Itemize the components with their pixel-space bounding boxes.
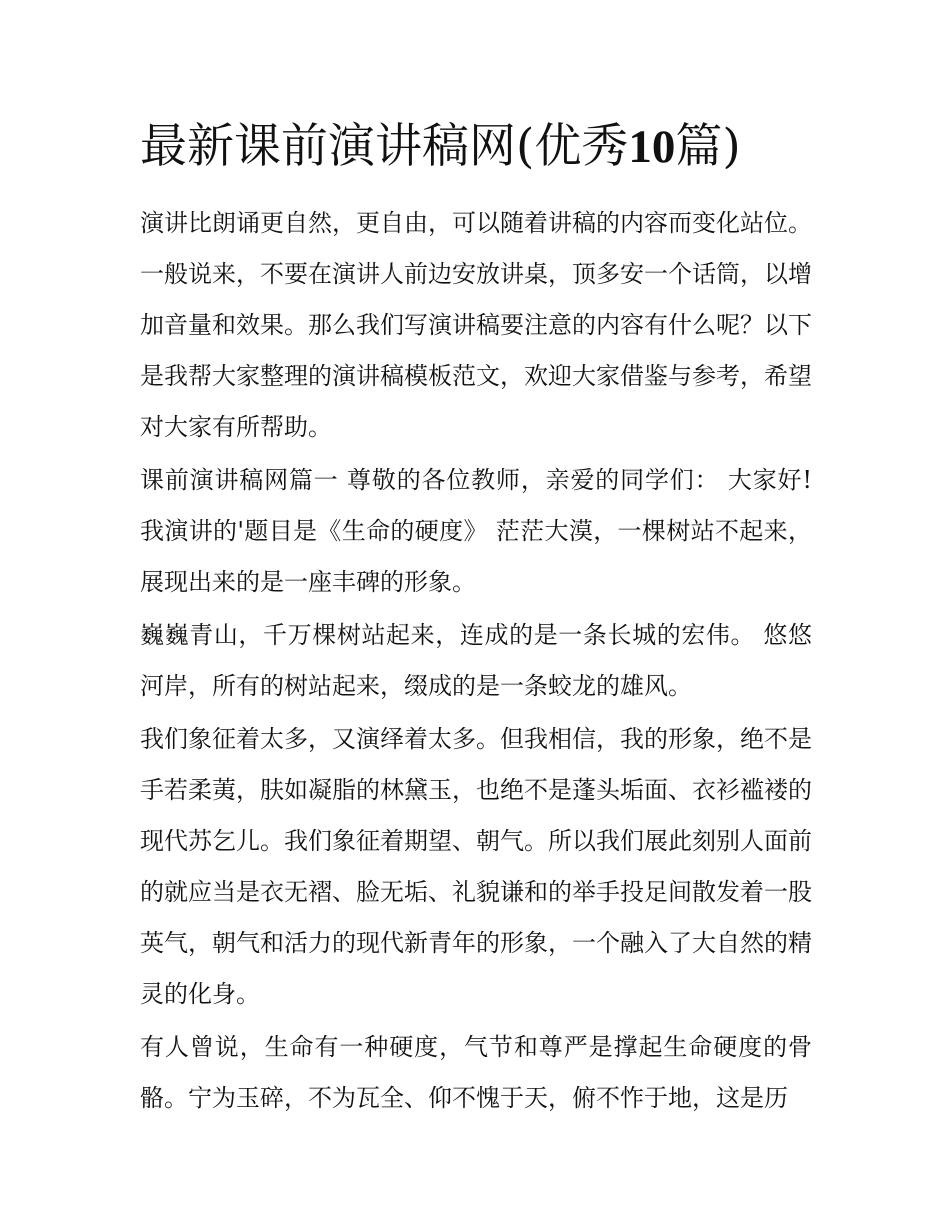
document-title: 最新课前演讲稿网(优秀10篇) [140, 119, 741, 174]
paragraph-mountains: 巍巍青山，千万棵树站起来，连成的是一条长城的宏伟。 悠悠河岸，所有的树站起来，缀成的是一条蛟龙的雄风。 [140, 621, 812, 700]
paragraph-hardness: 有人曾说，生命有一种硬度，气节和尊严是撑起生命硬度的骨骼。宁为玉碎，不为瓦全、仰不愧于天，俯不怍于地，这是历 [140, 1033, 812, 1112]
document-body [140, 198, 812, 1126]
paragraph-intro: 演讲比朗诵更自然，更自由，可以随着讲稿的内容而变化站位。一般说来，不要在演讲人前边安放讲桌，顶多安一个话筒，以增加音量和效果。那么我们写演讲稿要注意的内容有什么呢？以下是我帮大家整理的演讲稿模板范文，欢迎大家借鉴与参考，希望对大家有所帮助。 [140, 209, 812, 441]
title-number: 10 [628, 121, 676, 173]
paragraph-greeting: 课前演讲稿网篇一 尊敬的各位教师，亲爱的同学们： 大家好! 我演讲的'题目是《生命的硬度》 茫茫大漠，一棵树站不起来，展现出来的是一座丰碑的形象。 [140, 466, 812, 596]
paragraph-symbolism: 我们象征着太多，又演绎着太多。但我相信，我的形象，绝不是手若柔荑，肤如凝脂的林黛玉，也绝不是蓬头垢面、衣衫褴褛的现代苏乞儿。我们象征着期望、朝气。所以我们展此刻别人面前的就应当是衣无褶、脸无垢、礼貌谦和的举手投足间散发着一股英气，朝气和活力的现代新青年的形象，一个融入了大自然的精灵的化身。 [140, 725, 812, 1008]
